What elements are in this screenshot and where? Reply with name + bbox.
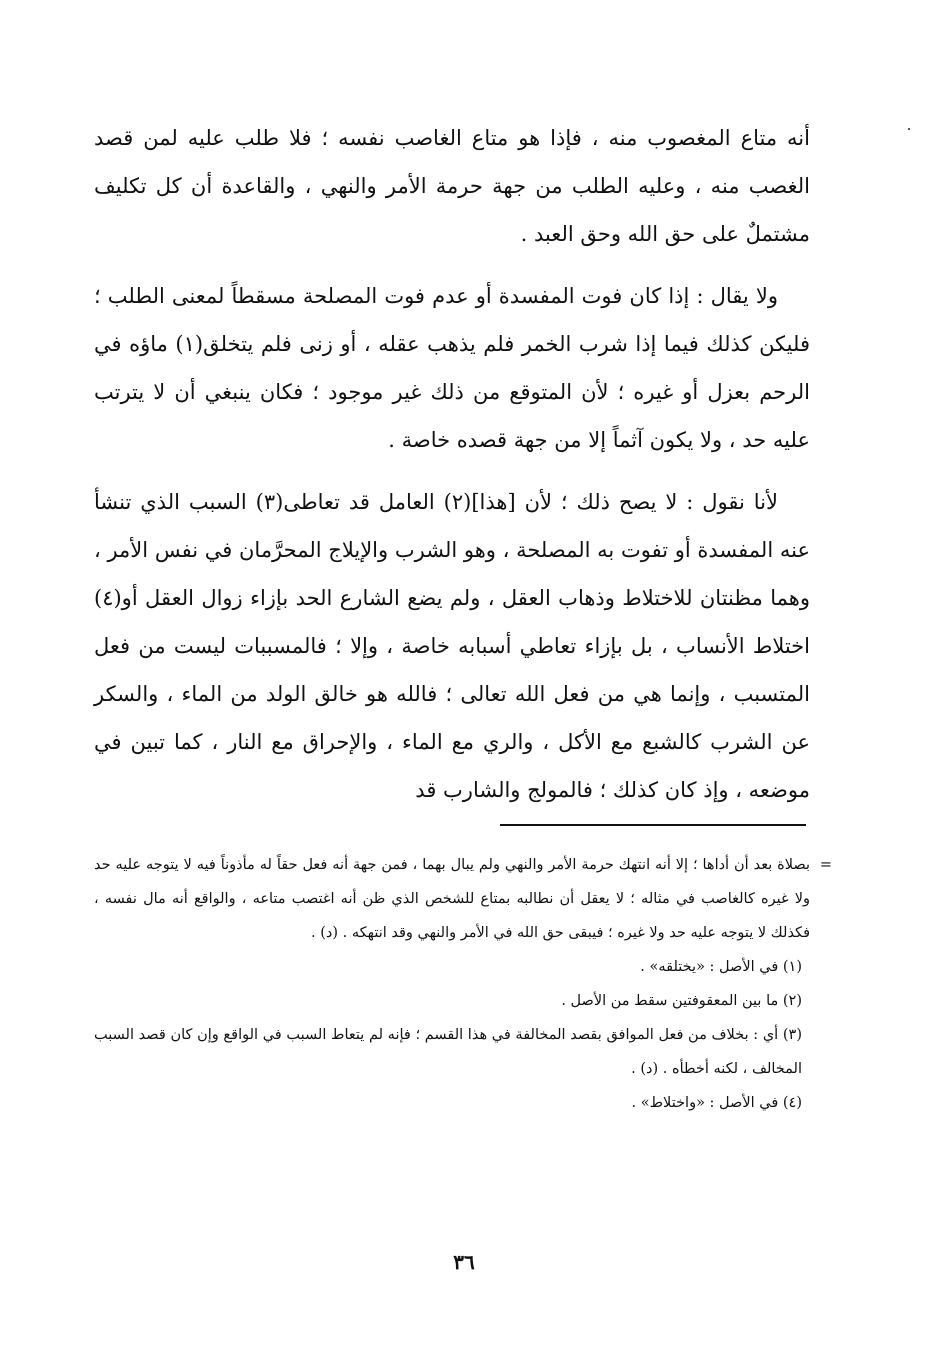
- footnote-4: (٤) في الأصل : «واختلاط» .: [631, 1095, 802, 1111]
- footnote-continuation-text: بصلاة بعد أن أداها ؛ إلا أنه انتهك حرمة الأمر والنهي ولم يبال بهما ، فمن جهة أنه فعل حقاً له مأذوناً فيه لا يتوجه عليه حد ولا غيره كالغاصب في مثاله ؛ لا يعقل أن نطالبه بمتاع للشخص الذي ظن أنه اغتصب متاعه ، والواقع أنه مال نفسه ، فكذلك لا يتوجه عليه حد ولا غيره ؛ فيبقى حق الله في الأمر والنهي وقد انتهكه . (د) .: [94, 857, 810, 941]
- footnote-3: (٣) أي : بخلاف من فعل الموافق بقصد المخالفة في هذا القسم ؛ فإنه لم يتعاط السبب في الواقع وإن كان قصد السبب المخالف ، لكنه أخطأه . (د) .: [94, 1027, 802, 1077]
- paragraph-2: ولا يقال : إذا كان فوت المفسدة أو عدم فوت المصلحة مسقطاً لمعنى الطلب ؛ فليكن كذلك فيما إذا شرب الخمر فلم يذهب عقله ، أو زنى فلم يتخلق(١) ماؤه في الرحم بعزل أو غيره ؛ لأن المتوقع من ذلك غير موجود ؛ فكان ينبغي أن لا يترتب عليه حد ، ولا يكون آثماً إلا من جهة قصده خاصة .: [94, 284, 810, 452]
- page-number: ٣٦: [453, 1250, 475, 1274]
- paragraph-1: أنه متاع المغصوب منه ، فإذا هو متاع الغاصب نفسه ؛ فلا طلب عليه لمن قصد الغصب منه ، وعليه الطلب من جهة حرمة الأمر والنهي ، والقاعدة أن كل تكليف مشتملٌ على حق الله وحق العبد .: [94, 126, 810, 246]
- footnote-1: (١) في الأصل : «يختلقه» .: [640, 959, 802, 975]
- continuation-mark: =: [819, 857, 832, 873]
- main-text: [94, 114, 810, 828]
- footnote-2: (٢) ما بين المعقوفتين سقط من الأصل .: [561, 993, 802, 1009]
- footnote-continuation: [94, 848, 832, 950]
- footnote-separator: [500, 824, 806, 826]
- scan-speck: [908, 128, 910, 130]
- footnotes: [94, 848, 832, 1120]
- paragraph-3: لأنا نقول : لا يصح ذلك ؛ لأن [هذا](٢) العامل قد تعاطى(٣) السبب الذي تنشأ عنه المفسدة أو تفوت به المصلحة ، وهو الشرب والإيلاج المحرَّمان في نفس الأمر ، وهما مظنتان للاختلاط وذهاب العقل ، ولم يضع الشارع الحد بإزاء زوال العقل أو(٤) اختلاط الأنساب ، بل بإزاء تعاطي أسبابه خاصة ، وإلا ؛ فالمسببات ليست من فعل المتسبب ، وإنما هي من فعل الله تعالى ؛ فالله هو خالق الولد من الماء ، والسكر عن الشرب كالشبع مع الأكل ، والري مع الماء ، والإحراق مع النار ، كما تبين في موضعه ، وإذ كان كذلك ؛ فالمولج والشارب قد: [94, 490, 810, 802]
